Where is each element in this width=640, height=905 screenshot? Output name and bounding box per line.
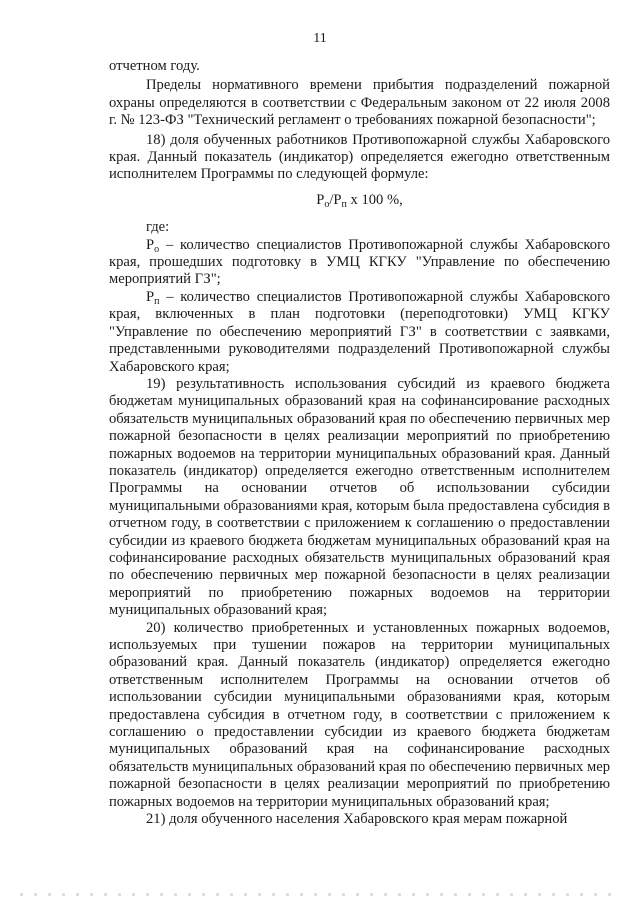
definition-pp-text: – количество специалистов Противопожарной службы Хабаровского края, включенных в план подготовки (переподготовки) УМЦ КГКУ "Управление по обеспечению мероприятий ГЗ" в соответствии с заявками, представленными руководителями подразделений Противопожарной службы Хабаровского края; xyxy=(109,288,610,375)
formula-numerator-sub: o xyxy=(324,198,330,210)
definition-po-sub: o xyxy=(154,243,160,255)
page-number: 11 xyxy=(313,31,327,46)
formula-rest: х 100 %, xyxy=(346,191,403,208)
where-label: где: xyxy=(146,219,170,236)
definition-po-symbol: P xyxy=(146,236,155,253)
definition-pp-symbol: P xyxy=(146,288,155,305)
paragraph-fire-arrival-limits: Пределы нормативного времени прибытия подразделений пожарной охраны определяются в соответствии с Федеральным законом от 22 июля 2008 г. № 123-ФЗ "Технический регламент о требованиях пожарной безопасности"; xyxy=(109,77,610,129)
formula xyxy=(109,192,610,209)
paragraph-item-20: 20) количество приобретенных и установленных пожарных водоемов, используемых при тушении пожаров на территории муниципальных образований края. Данный показатель (индикатор) определяется ежегодно ответственным исполнителем Программы на основании отчетов об использовании субсидии муниципальными образованиями края, которым предоставлена субсидия в отчетном году, в соответствии с приложением к соглашению о предоставлении субсидии из краевого бюджета бюджетам муниципальных образований края на софинансирование расходных обязательств муниципальных образований края по обеспечению первичных мер пожарной безопасности в целях реализации мероприятий по приобретению пожарных водоемов на территории муниципальных образований края; xyxy=(109,619,610,810)
formula-slash: / xyxy=(329,191,334,208)
definition-pp-sub: п xyxy=(154,295,160,307)
definition-pp xyxy=(109,289,610,376)
paragraph-item-19: 19) результативность использования субсидий из краевого бюджета бюджетам муниципальных образований края на софинансирование расходных обязательств муниципальных образований края по обеспечению первичных мер пожарной безопасности в целях реализации мероприятий по приобретению пожарных водоемов на территории муниципальных образований края. Данный показатель (индикатор) определяется ежегодно ответственным исполнителем Программы на основании отчетов об использовании субсидии муниципальными образованиями края, которым была предоставлена субсидия в отчетном году, в соответствии с приложением к соглашению о предоставлении субсидии из краевого бюджета бюджетам муниципальных образований края на софинансирование расходных обязательств муниципальных образований края по обеспечению первичных мер пожарной безопасности в целях реализации мероприятий по приобретению пожарных водоемов на территории муниципальных образований края; xyxy=(109,375,610,619)
scan-edge-artifact xyxy=(20,893,620,896)
formula-denominator: P xyxy=(333,191,342,208)
formula-denominator-sub: п xyxy=(341,198,347,210)
paragraph-item-21: 21) доля обученного населения Хабаровского края мерам пожарной xyxy=(146,811,568,828)
definition-po-text: – количество специалистов Противопожарной службы Хабаровского края, прошедших подготовку в УМЦ КГКУ "Управление по обеспечению мероприятий ГЗ"; xyxy=(109,236,610,288)
formula-numerator: P xyxy=(316,191,325,208)
paragraph-continuation: отчетном году. xyxy=(109,58,200,74)
document-body xyxy=(109,58,610,828)
definition-po xyxy=(109,237,610,289)
paragraph-item-18: 18) доля обученных работников Противопожарной службы Хабаровского края. Данный показатель (индикатор) определяется ежегодно ответственным исполнителем Программы по следующей формуле: xyxy=(109,131,610,183)
